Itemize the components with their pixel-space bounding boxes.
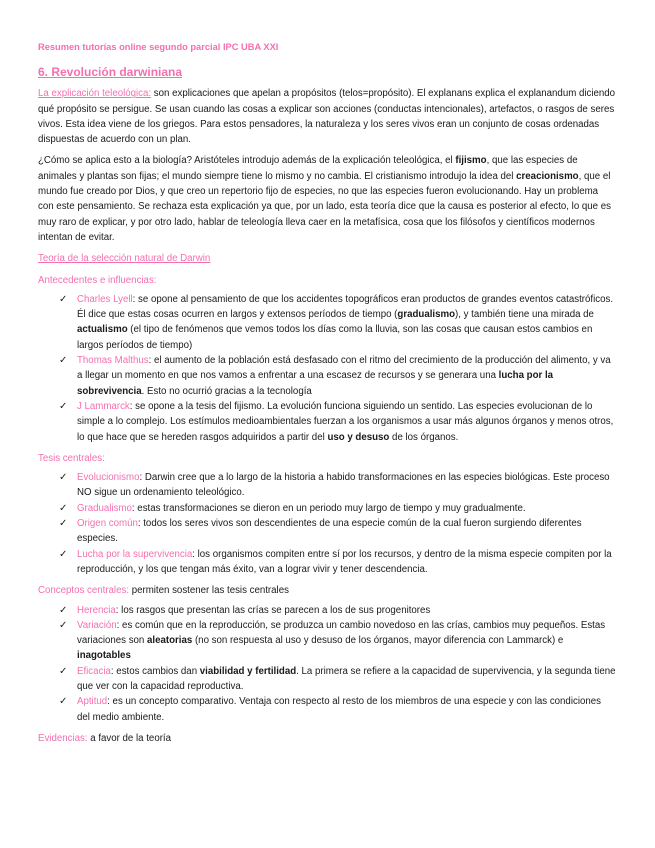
checkmark-icon: ✓ bbox=[59, 400, 68, 412]
document-page bbox=[38, 40, 616, 746]
checkmark-icon: ✓ bbox=[59, 696, 68, 708]
list-item: ✓ J Lammarck: se opone a la tesis del fijismo. La evolución funciona siguiendo un sentido. Las especies evolucionan de lo simple a lo complejo. Los estímulos medioambientales fuerzan a los organismos a usar más algunos órganos y menos otros, lo que hace que se hereden rasgos adquiridos a partir del uso y desuso de los órganos. bbox=[59, 400, 614, 443]
biology-paragraph: ¿Cómo se aplica esto a la biología? Aristóteles introdujo además de la explicación teleológica, el fijismo, que las especies de animales y plantas son fijas; el mundo siempre tiene lo mismo y no cambia. El cristianismo introdujo la idea del creacionismo, que el mundo fue creado por Dios, y que creo un repertorio fijo de especies, no que las especies fueron evolucionando. Hay un problema con este pensamiento. Se rechaza esta explicación ya que, por un lado, esta teoría dice que la causa es posterior al efecto, lo que es muy raro de explicar, y por otro lado, hablar de teleología lleva caer en la metafísica, cosa que los filósofos y científicos modernos intentan de evitar. bbox=[38, 155, 611, 243]
tesis-heading: Tesis centrales: bbox=[38, 452, 105, 464]
teleology-paragraph: La explicación teleológica: son explicaciones que apelan a propósitos (telos=propósito). El explanans explica el explanandum diciendo qué propósito se persigue. Se usan cuando las cosas a explicar son acciones (conductas intencionales), artefactos, o rasgos de seres vivos. Esta idea viene de los griegos. Para estos pensadores, la naturaleza y los seres vivos eran un conjunto de cosas ordenadas dispuestas de acuerdo con un plan. bbox=[38, 88, 616, 146]
conceptos-list bbox=[38, 603, 616, 725]
list-item: ✓ Lucha por la supervivencia: los organismos compiten entre sí por los recursos, y dentro de la misma especie compiten por la reproducción, y los que tengan más éxito, van a lograr vivir y tener descendencia. bbox=[59, 548, 612, 575]
list-item: ✓ Herencia: los rasgos que presentan las crías se parecen a los de sus progenitores bbox=[38, 603, 616, 618]
list-item: ✓ Gradualismo: estas transformaciones se dieron en un periodo muy largo de tiempo y muy gradualmente. bbox=[38, 501, 616, 516]
checkmark-icon: ✓ bbox=[59, 502, 68, 514]
list-item: ✓ Variación: es común que en la reproducción, se produzca un cambio novedoso en las crías, cambios muy pequeños. Estas variaciones son aleatorias (no son respuesta al uso y desuso de los órganos, mayor diferencia con Lammarck) e inagotables bbox=[59, 619, 606, 662]
list-item: ✓ Origen común: todos los seres vivos son descendientes de una especie común de la cual fueron surgiendo diferentes especies. bbox=[59, 518, 582, 545]
checkmark-icon: ✓ bbox=[59, 665, 68, 677]
list-item: ✓ Thomas Malthus: el aumento de la población está desfasado con el ritmo del crecimiento de la producción del alimento, y va a llegar un momento en que nos vamos a enfrentar a una escasez de recursos y se generara una lucha por la sobrevivencia. Esto no ocurrió gracias a la tecnología bbox=[59, 355, 611, 397]
teleology-label: La explicación teleológica: bbox=[38, 88, 152, 100]
list-item: ✓ Aptitud: es un concepto comparativo. Ventaja con respecto al resto de los miembros de una especie y con las condiciones del medio ambiente. bbox=[59, 696, 601, 723]
checkmark-icon: ✓ bbox=[59, 355, 68, 367]
checkmark-icon: ✓ bbox=[59, 518, 68, 530]
evidencias-heading: Evidencias: a favor de la teoría bbox=[38, 732, 172, 744]
tesis-list bbox=[38, 470, 616, 577]
list-item: ✓ Eficacia: estos cambios dan viabilidad y fertilidad. La primera se refiere a la capacidad de supervivencia, y la segunda tiene que ver con la capacidad reproductiva. bbox=[59, 665, 616, 692]
checkmark-icon: ✓ bbox=[59, 293, 68, 305]
theory-title: Teoría de la selección natural de Darwin bbox=[38, 253, 211, 265]
list-item: ✓ Evolucionismo: Darwin cree que a lo largo de la historia a habido transformaciones en las especies biológicas. Este proceso NO sigue un ordenamiento teleológico. bbox=[59, 472, 610, 499]
checkmark-icon: ✓ bbox=[59, 619, 68, 631]
checkmark-icon: ✓ bbox=[59, 472, 68, 484]
checkmark-icon: ✓ bbox=[59, 548, 68, 560]
antecedentes-list bbox=[38, 292, 616, 445]
document-header: Resumen tutorías online segundo parcial IPC UBA XXI bbox=[38, 42, 279, 52]
list-item: ✓ Charles Lyell: se opone al pensamiento de que los accidentes topográficos eran productos de grandes eventos catastróficos. Él dice que estas cosas ocurren en largos y extensos períodos de tiempo (gradualismo), y también tiene una mirada de actualismo (el tipo de fenómenos que vemos todos los días como la lluvia, son las cosas que causan estos cambios en largos períodos de tiempo) bbox=[59, 293, 614, 351]
antecedentes-heading: Antecedentes e influencias: bbox=[38, 274, 157, 286]
section-title: 6. Revolución darwiniana bbox=[38, 65, 183, 80]
conceptos-heading: Conceptos centrales: permiten sostener las tesis centrales bbox=[38, 585, 289, 597]
checkmark-icon: ✓ bbox=[59, 604, 68, 616]
